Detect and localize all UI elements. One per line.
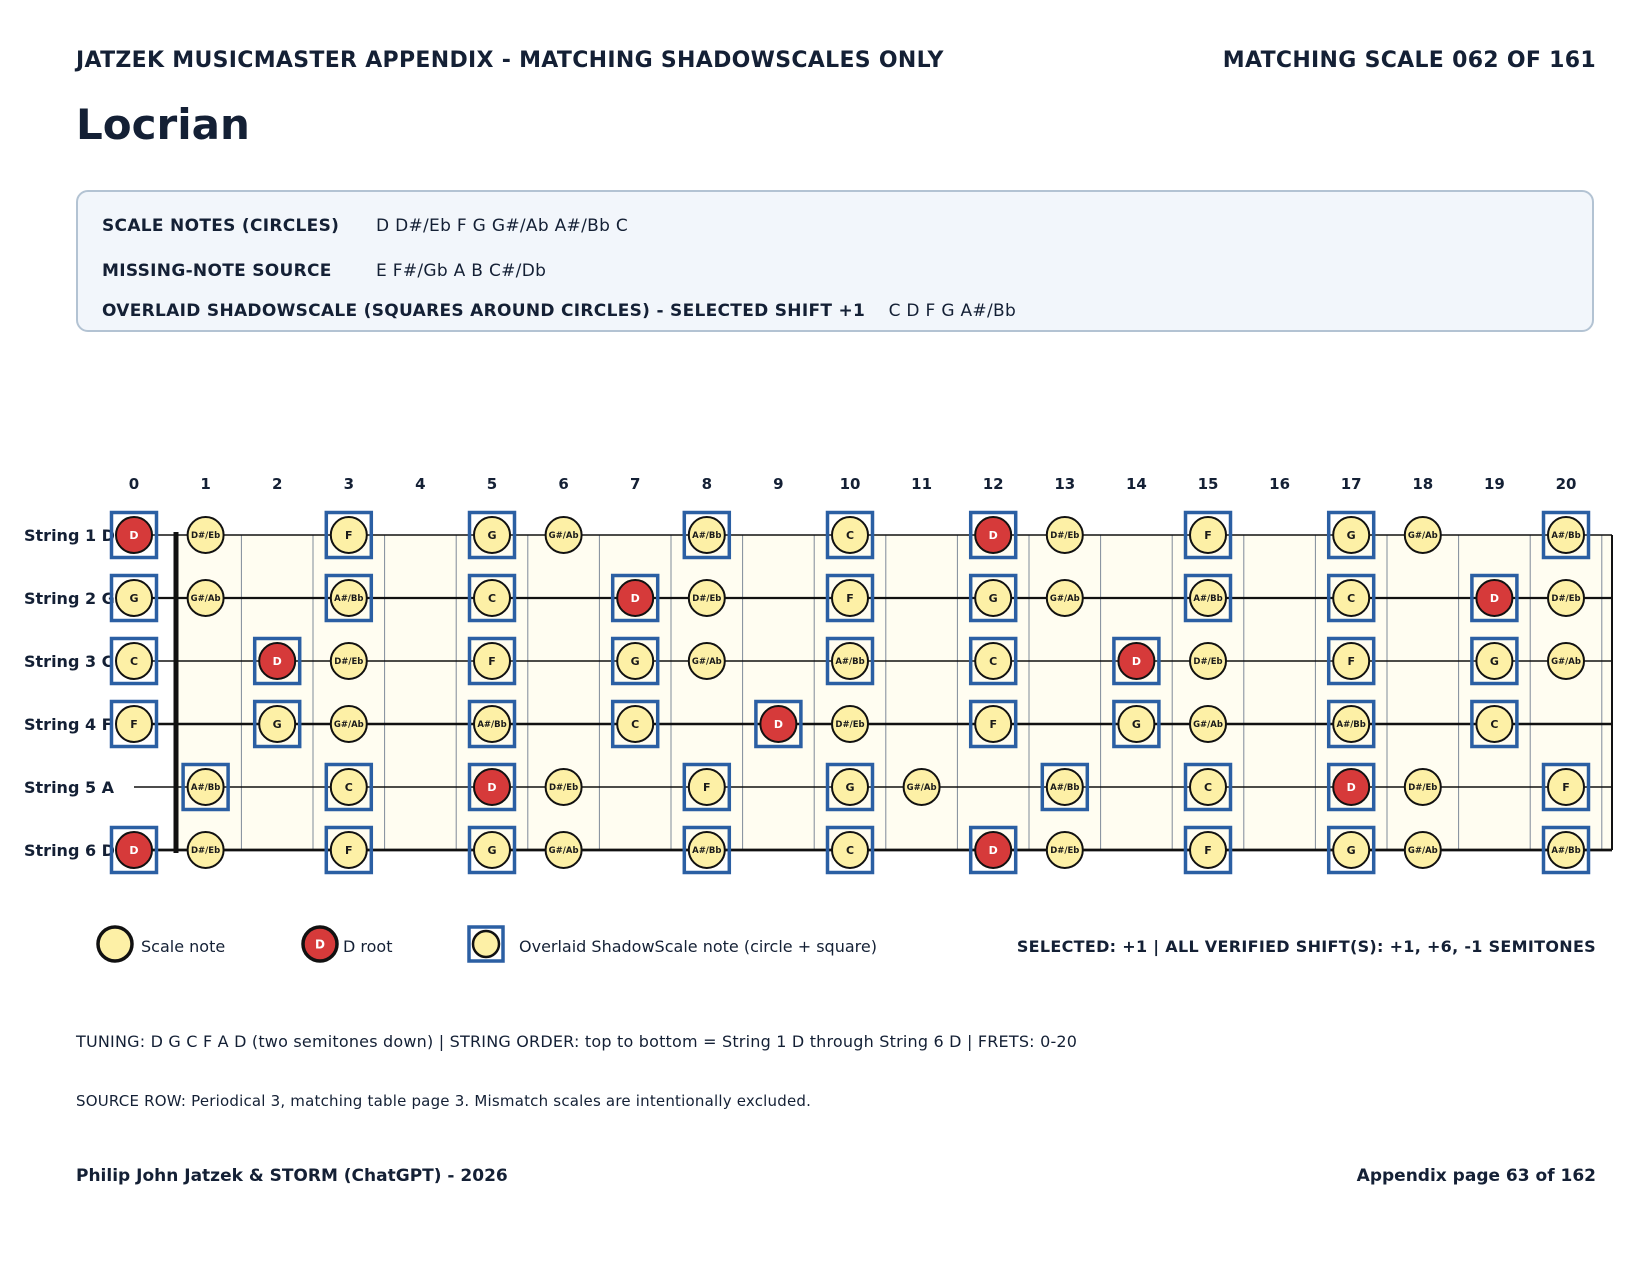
note-label: F [1562, 780, 1570, 794]
note-label: A#/Bb [835, 657, 865, 668]
note-label: G [845, 780, 855, 794]
fret-number: 14 [1125, 475, 1147, 493]
note-label: D#/Eb [692, 594, 722, 605]
note-label: G [129, 591, 139, 605]
note-label: C [487, 591, 497, 605]
note-label: D#/Eb [549, 783, 579, 794]
fret-number: 2 [271, 475, 283, 493]
note-label: F [703, 780, 711, 794]
note-label: G [487, 843, 497, 857]
note-label: C [989, 654, 998, 668]
note-label: G [1489, 654, 1499, 668]
note-label: G#/Ab [548, 531, 579, 542]
note-label: F [488, 654, 496, 668]
fret-number: 18 [1412, 475, 1434, 493]
note-label: D#/Eb [1193, 657, 1223, 668]
legend-root-icon [298, 922, 342, 966]
note-label: D [988, 843, 998, 857]
note-label: G#/Ab [190, 594, 221, 605]
fret-number: 12 [982, 475, 1004, 493]
note-label: D [988, 528, 998, 542]
note-label: G#/Ab [1407, 531, 1438, 542]
overlay-label: OVERLAID SHADOWSCALE (SQUARES AROUND CIRCLES) - SELECTED SHIFT +1 [102, 301, 866, 321]
note-label: D [129, 843, 139, 857]
scale-counter: MATCHING SCALE 062 OF 161 [1222, 48, 1596, 73]
note-label: D [129, 528, 139, 542]
note-label: G [988, 591, 998, 605]
note-label: D#/Eb [191, 531, 221, 542]
string-label: String 3 C [24, 652, 114, 671]
note-label: C [1203, 780, 1213, 794]
note-label: D#/Eb [1551, 594, 1581, 605]
legend-overlay-icon [464, 922, 508, 966]
note-label: C [344, 780, 353, 794]
note-label: G [630, 654, 640, 668]
legend-scale-note-icon [93, 922, 137, 966]
note-label: F [345, 843, 353, 857]
note-label: D#/Eb [191, 846, 221, 857]
note-label: D#/Eb [334, 657, 364, 668]
note-label: F [1347, 654, 1355, 668]
fretboard-background [176, 535, 1612, 850]
fret-number: 0 [128, 475, 140, 493]
note-label: A#/Bb [1050, 783, 1080, 794]
note-label: C [1490, 717, 1499, 731]
legend-overlay-label: Overlaid ShadowScale note (circle + square) [519, 937, 877, 956]
note-label: C [845, 843, 855, 857]
note-label: F [989, 717, 997, 731]
note-label: D#/Eb [1050, 846, 1080, 857]
missing-note-label: MISSING-NOTE SOURCE [102, 261, 332, 281]
note-label: A#/Bb [692, 846, 722, 857]
note-label: F [345, 528, 353, 542]
legend-root-symbol: D [315, 937, 325, 952]
fret-number: 6 [558, 475, 569, 493]
fret-number: 8 [701, 475, 713, 493]
note-label: G#/Ab [333, 720, 364, 731]
string-label: String 6 D [24, 841, 115, 860]
fret-number: 19 [1483, 475, 1505, 493]
fret-number: 9 [773, 475, 784, 493]
note-label: D [1131, 654, 1141, 668]
note-label: F [846, 591, 854, 605]
note-label: A#/Bb [1551, 531, 1581, 542]
fret-number: 20 [1555, 475, 1577, 493]
legend-scale-note-label: Scale note [141, 937, 226, 956]
note-label: G#/Ab [906, 783, 937, 794]
note-label: G#/Ab [1407, 846, 1438, 857]
note-label: D [773, 717, 783, 731]
note-label: A#/Bb [190, 783, 221, 794]
missing-note-value: E F#/Gb A B C#/Db [376, 261, 547, 281]
footer-authors: Philip John Jatzek & STORM (ChatGPT) - 2026 [76, 1166, 508, 1186]
note-label: D#/Eb [835, 720, 865, 731]
fret-number: 15 [1197, 475, 1219, 493]
note-label: G#/Ab [1049, 594, 1080, 605]
note-label: D#/Eb [1050, 531, 1080, 542]
fret-number: 5 [486, 475, 498, 493]
note-label: G [272, 717, 282, 731]
tuning-info: TUNING: D G C F A D (two semitones down) | STRING ORDER: top to bottom = String 1 D through String 6 D | FRETS: 0-20 [76, 1032, 1078, 1051]
page-title: Locrian [76, 100, 250, 149]
string-label: String 1 D [24, 526, 115, 545]
note-label: F [1204, 528, 1212, 542]
note-label: G [1346, 843, 1356, 857]
note-label: D [487, 780, 497, 794]
note-label: G#/Ab [1193, 720, 1223, 731]
note-label: C [1347, 591, 1356, 605]
note-label: C [129, 654, 139, 668]
note-label: A#/Bb [1336, 720, 1366, 731]
fret-number: 17 [1340, 475, 1362, 493]
selected-shift-summary: SELECTED: +1 | ALL VERIFIED SHIFT(S): +1, +6, -1 SEMITONES [1016, 937, 1596, 956]
note-label: F [130, 717, 138, 731]
fret-number: 11 [911, 475, 933, 493]
fret-number: 4 [415, 475, 426, 493]
note-label: A#/Bb [477, 720, 507, 731]
legend-root-label: D root [343, 937, 393, 956]
fret-number: 16 [1269, 475, 1291, 493]
note-label: G#/Ab [548, 846, 579, 857]
source-row-info: SOURCE ROW: Periodical 3, matching table page 3. Mismatch scales are intentionally excluded. [76, 1092, 812, 1110]
note-label: G#/Ab [691, 657, 722, 668]
note-label: A#/Bb [334, 594, 364, 605]
overlay-value: C D F G A#/Bb [888, 301, 1017, 321]
string-label: String 4 F [24, 715, 113, 734]
scale-notes-value: D D#/Eb F G G#/Ab A#/Bb C [376, 216, 629, 236]
note-label: G#/Ab [1551, 657, 1581, 668]
note-label: D [272, 654, 282, 668]
fret-number: 7 [629, 475, 641, 493]
note-label: D [1489, 591, 1499, 605]
note-label: A#/Bb [1193, 594, 1223, 605]
string-label: String 2 G [24, 589, 115, 608]
note-label: C [631, 717, 640, 731]
note-label: D [1346, 780, 1356, 794]
fret-number: 10 [839, 475, 861, 493]
footer-page-number: Appendix page 63 of 162 [1356, 1166, 1596, 1186]
fret-number: 1 [200, 475, 211, 493]
note-label: G [487, 528, 497, 542]
note-label: A#/Bb [1551, 846, 1581, 857]
scale-notes-label: SCALE NOTES (CIRCLES) [102, 216, 340, 236]
note-label: G [1131, 717, 1141, 731]
fret-number: 13 [1054, 475, 1076, 493]
note-label: G [1346, 528, 1356, 542]
note-label: F [1204, 843, 1212, 857]
note-label: A#/Bb [692, 531, 722, 542]
note-label: C [845, 528, 855, 542]
appendix-header: JATZEK MUSICMASTER APPENDIX - MATCHING SHADOWSCALES ONLY [76, 48, 944, 73]
note-label: D [630, 591, 640, 605]
fret-number: 3 [343, 475, 355, 493]
string-label: String 5 A [24, 778, 115, 797]
note-label: D#/Eb [1408, 783, 1438, 794]
